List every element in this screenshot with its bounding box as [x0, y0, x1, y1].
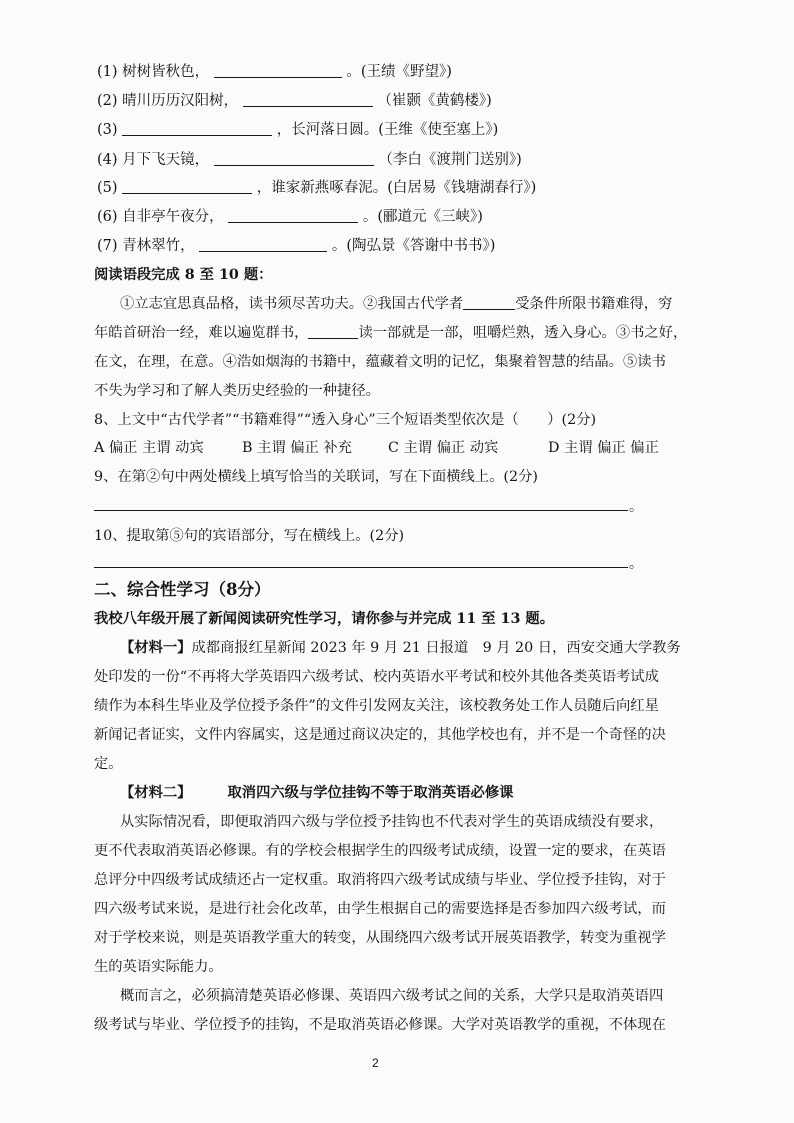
material-2-line-1: 从实际情况看，即便取消四六级与学位授予挂钩也不代表对学生的英语成绩没有要求， — [120, 814, 664, 830]
answer-blank[interactable] — [214, 151, 374, 166]
item-number: (3) — [97, 122, 118, 138]
section-intro: 我校八年级开展了新闻阅读研究性学习，请你参与并完成 11 至 13 题。 — [94, 611, 555, 627]
poem-source: 。(陶弘景《答谢中书书》) — [331, 238, 496, 254]
answer-blank[interactable] — [199, 237, 327, 252]
item-number: (7) — [97, 238, 118, 254]
answer-blank[interactable] — [228, 208, 358, 223]
question-9: 9、在第②句中两处横线上填写恰当的关联词，写在下面横线上。(2分) — [94, 469, 538, 485]
recitation-line-3 — [97, 120, 498, 140]
material-1-label: 【材料一】 — [120, 640, 192, 656]
material-1-line-1: 【材料一】成都商报红星新闻 2023 年 9 月 21 日报道 9 月 20 日，西安交通大学教务 — [120, 640, 681, 656]
item-number: (4) — [97, 152, 118, 168]
poem-source: （李白《渡荆门送别》) — [378, 152, 522, 168]
conjunction-blank-2[interactable] — [308, 324, 358, 339]
poem-text: 树树皆秋色， — [122, 64, 210, 80]
material-2-title: 取消四六级与学位挂钩不等于取消英语必修课 — [227, 785, 514, 801]
material-1-line-5: 定。 — [94, 756, 123, 772]
answer-blank[interactable] — [243, 92, 373, 107]
poem-text: 自非亭午夜分， — [122, 209, 224, 225]
answer-line-period: 。 — [629, 499, 643, 515]
question-8: 8、上文中“古代学者”“书籍难得”“透入身心”三个短语类型依次是（ ）(2分) — [94, 412, 597, 428]
poem-source: ，谁家新燕啄春泥。(白居易《钱塘湖春行》) — [256, 180, 537, 196]
poem-text: 晴川历历汉阳树， — [122, 93, 239, 109]
poem-source: （崔颢《黄鹤楼》) — [377, 93, 492, 109]
material-2-line-4: 四六级考试来说，是进行社会化改革，由学生根据自己的需要选择是否参加四六级考试，而 — [94, 901, 666, 917]
item-number: (5) — [97, 180, 118, 196]
option-d[interactable]: D 主谓 偏正 偏正 — [548, 440, 659, 456]
poem-source: ，长河落日圆。(王维《使至塞上》) — [276, 122, 499, 138]
material-2-heading — [120, 783, 513, 803]
section-title: 二、综合性学习（8分） — [94, 580, 271, 599]
item-number: (2) — [97, 93, 118, 109]
answer-line-period: 。 — [629, 556, 643, 572]
recitation-line-7 — [97, 236, 495, 256]
recitation-line-5 — [97, 178, 536, 198]
material-2-line-6: 生的英语实际能力。 — [94, 959, 223, 975]
answer-blank[interactable] — [214, 63, 342, 78]
answer-line-9[interactable] — [94, 510, 628, 511]
passage-line-4: 不失为学习和了解人类历史经验的一种捷径。 — [94, 383, 380, 399]
material-2-line-3: 总评分中四级考试成绩还占一定权重。取消将四六级考试成绩与毕业、学位授予挂钩，对于 — [94, 872, 666, 888]
poem-text: 月下飞天镜， — [122, 152, 210, 168]
passage-line-1: ①立志宜思真品格，读书须尽苦功夫。②我国古代学者 受条件所限书籍难得，穷 — [120, 296, 673, 312]
option-b[interactable]: B 主谓 偏正 补充 — [242, 440, 352, 456]
material-2-line-5: 对于学校来说，则是英语教学重大的转变，从围绕四六级考试开展英语教学，转变为重视学 — [94, 930, 666, 946]
material-2-line-7: 概而言之，必须搞清楚英语必修课、英语四六级考试之间的关系，大学只是取消英语四 — [120, 988, 664, 1004]
material-2-line-2: 更不代表取消英语必修课。有的学校会根据学生的四级考试成绩，设置一定的要求，在英语 — [94, 843, 666, 859]
material-1-line-4: 新闻记者证实，文件内容属实，这是通过商议决定的，其他学校也有，并不是一个奇怪的决 — [94, 727, 666, 743]
item-number: (6) — [97, 209, 118, 225]
material-2-line-8: 级考试与毕业、学位授予的挂钩，不是取消英语必修课。大学对英语教学的重视，不体现在 — [94, 1017, 666, 1033]
poem-text: 青林翠竹， — [122, 238, 195, 254]
material-2-label: 【材料二】 — [120, 785, 192, 801]
answer-blank[interactable] — [122, 121, 272, 136]
item-number: (1) — [97, 64, 118, 80]
recitation-line-2 — [97, 91, 492, 111]
option-a[interactable]: A 偏正 主谓 动宾 — [94, 440, 204, 456]
poem-source: 。(王绩《野望》) — [346, 64, 452, 80]
answer-line-10[interactable] — [94, 567, 628, 568]
page-number: 2 — [372, 1056, 379, 1070]
question-8-options — [94, 438, 659, 458]
answer-blank[interactable] — [122, 179, 252, 194]
reading-heading: 阅读语段完成 8 至 10 题： — [94, 267, 273, 283]
material-1-line-3: 绩作为本科生毕业及学位授予条件”的文件引发网友关注，该校教务处工作人员随后向红星 — [94, 698, 659, 714]
passage-line-2: 年皓首研治一经，难以遍览群书， 读一部就是一部，咀嚼烂熟，透入身心。③书之好， — [94, 325, 688, 341]
poem-source: 。(郦道元《三峡》) — [362, 209, 483, 225]
question-10: 10、提取第⑤句的宾语部分，写在横线上。(2分) — [94, 528, 405, 544]
recitation-line-1 — [97, 62, 452, 82]
material-1-line-2: 处印发的一份“不再将大学英语四六级考试、校内英语水平考试和校外其他各类英语考试成 — [94, 669, 659, 685]
conjunction-blank-1[interactable] — [463, 295, 515, 310]
passage-line-3: 在文，在理，在意。④浩如烟海的书籍中，蕴藏着文明的记忆，集聚着智慧的结晶。⑤读书 — [94, 354, 666, 370]
recitation-line-6 — [97, 207, 483, 227]
recitation-line-4 — [97, 150, 522, 170]
option-c[interactable]: C 主谓 偏正 动宾 — [388, 440, 499, 456]
